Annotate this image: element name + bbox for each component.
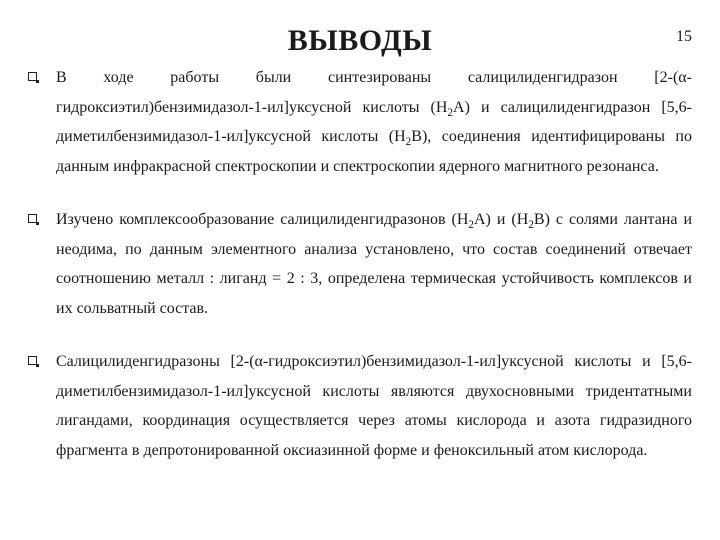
conclusion-text-part: В ходе работы были синтезированы салицилиденгидразон [2-(α-гидроксиэтил)бензимидазол-1-ил]уксусной кислоты (H [56, 69, 692, 116]
page-title: ВЫВОДЫ [287, 24, 433, 57]
conclusion-text-part: A) и салицилиденгидразон [5,6-диметилбензимидазол-1-ил]уксусной кислоты (H [56, 98, 692, 145]
conclusion-text-part: B), соединения идентифицированы по данным инфракрасной спектроскопии и спектроскопии ядерного магнитного резонанса. [56, 128, 692, 175]
conclusion-item-2 [28, 205, 692, 323]
conclusion-text-part: A) и (H [474, 211, 529, 228]
page-number: 15 [676, 28, 692, 45]
conclusion-text-part: B) с солями лантана и неодима, по данным элементного анализа установлено, что состав соединений отвечает соотношению металл : лиганд = 2 : 3, определена термическая устойчивость комплексов и их сольватный состав. [56, 211, 693, 317]
conclusion-text: Салицилиденгидразоны [2-(α-гидроксиэтил)бензимидазол-1-ил]уксусной кислоты и [5,6-диметилбензимидазол-1-ил]уксусной кислоты являются двухосновными тридентатными лигандами, координация осуществляется через атомы кислорода и азота гидразидного фрагмента в депротонированной оксиазинной форме и феноксильный атом кислорода. [56, 353, 692, 459]
conclusions-list [28, 63, 692, 465]
conclusion-text-part: Изучено комплексообразование салицилиденгидразонов (H [56, 211, 469, 228]
subscript-index: 2 [528, 219, 534, 232]
subscript-index: 2 [405, 136, 412, 149]
subscript-index: 2 [447, 106, 454, 119]
subscript-index: 2 [468, 219, 474, 232]
hollow-square-bullet-icon [28, 214, 37, 223]
hollow-square-bullet-icon [28, 72, 37, 81]
hollow-square-bullet-icon [28, 356, 37, 365]
conclusion-item-3 [28, 347, 692, 465]
conclusion-item-1 [28, 63, 692, 181]
